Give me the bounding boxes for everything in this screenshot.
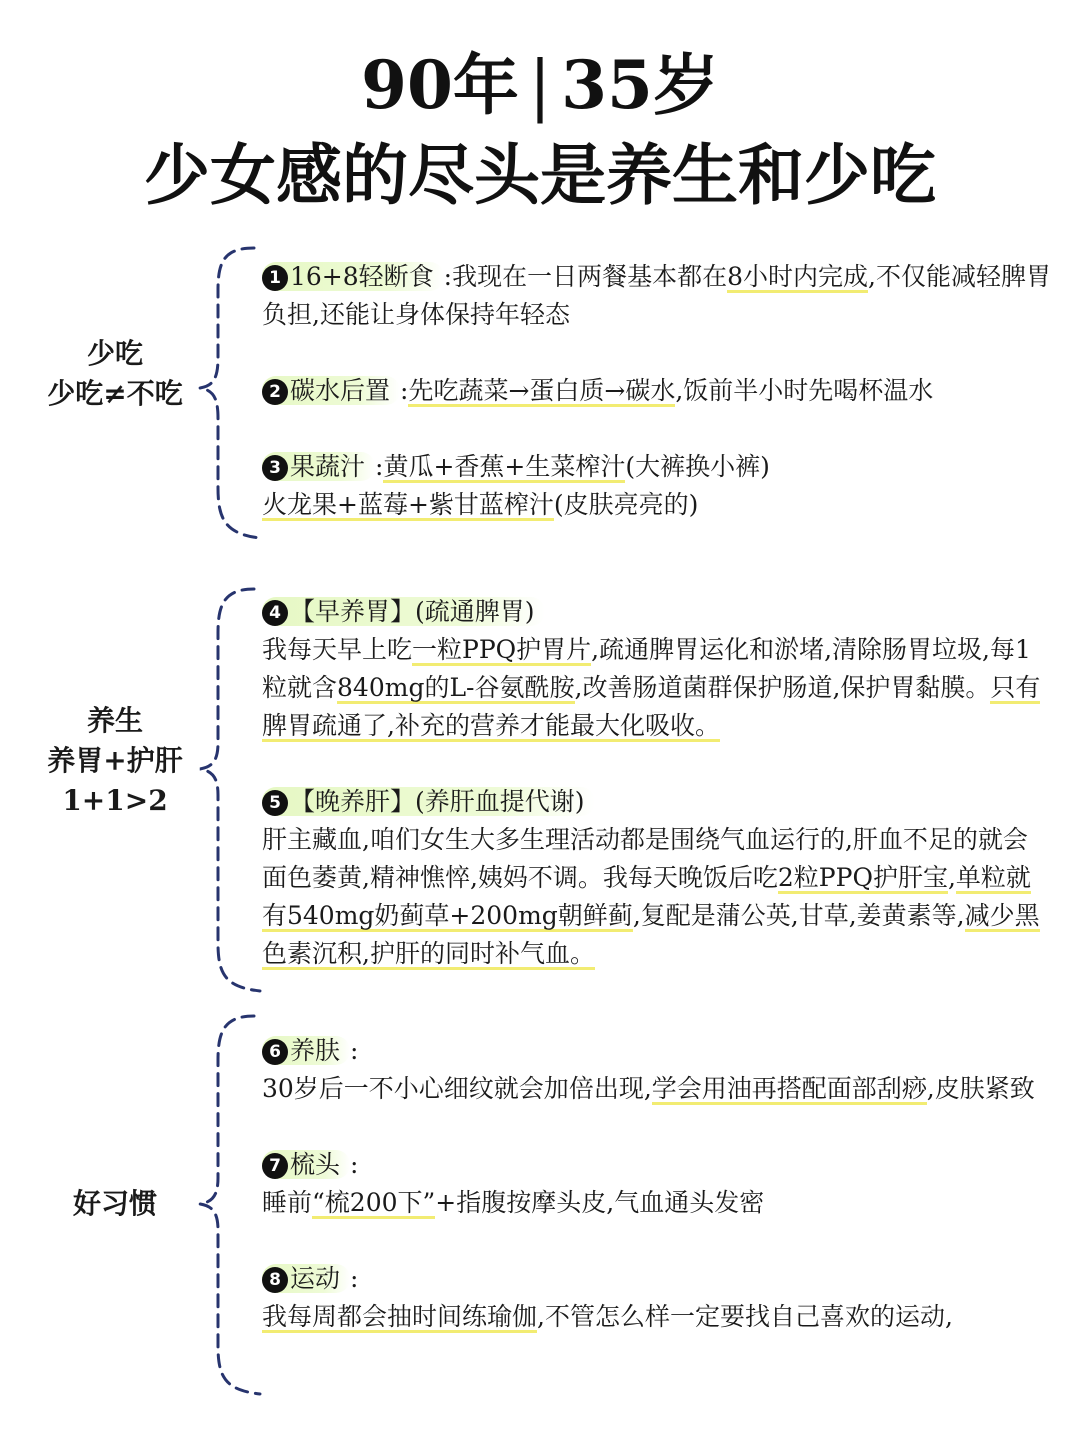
underlined-text: 我每周都会抽时间练瑜伽 — [262, 1302, 538, 1331]
item-text: :我现在一日两餐基本都在 — [443, 262, 728, 291]
item-text: ,改善肠道菌群保护肠道,保护胃黏膜。 — [574, 673, 991, 702]
number-badge-icon: 1 — [262, 265, 288, 291]
section-label-line: 养胃+护肝 — [47, 744, 183, 777]
list-item — [262, 1260, 1052, 1336]
item-heading — [262, 1150, 350, 1179]
item-text: 30岁后一不小心细纹就会加倍出现, — [262, 1074, 652, 1103]
title-line-2: 少女感的尽头是养生和少吃 — [144, 136, 936, 214]
item-heading — [262, 452, 375, 481]
item-text: ,不仅能减轻脾胃负担,还能让身体保持年轻态 — [262, 262, 1051, 329]
item-text: : — [350, 1150, 359, 1179]
list-item — [262, 448, 1052, 524]
item-heading-text: 碳水后置 — [290, 376, 391, 405]
section-label-line: 好习惯 — [72, 1187, 157, 1220]
item-text: : — [350, 1264, 359, 1293]
item-heading-text: 养肤 — [290, 1036, 341, 1065]
underlined-text: 先吃蔬菜→蛋白质→碳水 — [408, 376, 676, 405]
item-text: ,饭前半小时先喝杯温水 — [675, 376, 934, 405]
underlined-text: 8小时内完成 — [727, 262, 869, 291]
item-text: +指腹按摩头皮,气血通头发密 — [435, 1188, 765, 1217]
underlined-text: 只有脾胃疏通了,补充的营养才能最大化吸收。 — [262, 673, 1041, 740]
section-label-line: 少吃 — [86, 337, 143, 370]
underlined-text: 单粒就有540mg奶蓟草+200mg朝鲜蓟 — [262, 863, 1031, 930]
item-heading-text: 16+8轻断食 — [290, 262, 434, 291]
underlined-text: 一粒PPQ护胃片 — [412, 635, 592, 664]
item-text: ,疏通脾胃运化和淤堵,清除肠胃垃圾,每1粒就含 — [262, 635, 1031, 702]
item-text: ,不管怎么样一定要找自己喜欢的运动, — [537, 1302, 953, 1331]
underlined-text: 学会用油再搭配面部刮痧 — [651, 1074, 927, 1103]
section-content — [262, 593, 1052, 973]
number-badge-icon: 4 — [262, 600, 288, 626]
list-item — [262, 1146, 1052, 1222]
list-item — [262, 258, 1052, 334]
item-heading-text: 【晚养肝】(养肝血提代谢) — [290, 787, 585, 816]
item-heading — [262, 376, 400, 405]
item-heading — [262, 1264, 350, 1293]
underlined-text: 减少黑色素沉积,护肝的同时补气血。 — [262, 901, 1040, 968]
list-item — [262, 1032, 1052, 1108]
item-heading-text: 运动 — [290, 1264, 341, 1293]
section-label-line: 养生 — [86, 704, 143, 737]
section-label — [20, 334, 210, 414]
number-badge-icon: 7 — [262, 1153, 288, 1179]
section-content — [262, 1032, 1052, 1336]
number-badge-icon: 8 — [262, 1267, 288, 1293]
item-text: : — [400, 376, 409, 405]
underlined-text: 840mg的L-谷氨酰胺 — [337, 673, 575, 702]
number-badge-icon: 2 — [262, 379, 288, 405]
list-item — [262, 372, 1052, 410]
underlined-text: “梳200下” — [312, 1188, 436, 1217]
number-badge-icon: 5 — [262, 790, 288, 816]
list-item — [262, 783, 1052, 973]
underlined-text: 黄瓜+香蕉+生菜榨汁 — [383, 452, 626, 481]
item-text: ,皮肤紧致 — [926, 1074, 1035, 1103]
section-label-line: 1+1>2 — [62, 784, 168, 817]
item-text: 睡前 — [262, 1188, 313, 1217]
underlined-text: 火龙果+蓝莓+紫甘蓝榨汁 — [262, 490, 554, 519]
number-badge-icon: 3 — [262, 455, 288, 481]
item-heading-text: 果蔬汁 — [290, 452, 366, 481]
title-age: 35岁 — [561, 46, 719, 124]
item-text: 肝主藏血,咱们女生大多生理活动都是围绕气血运行的,肝血不足的就会面色萎黄,精神憔悴,姨妈不调。我每天晚饭后吃 — [262, 825, 1028, 892]
item-heading — [262, 1036, 350, 1065]
number-badge-icon: 6 — [262, 1039, 288, 1065]
section-label — [20, 1184, 210, 1224]
title-separator: | — [528, 47, 552, 124]
item-text: (大裤换小裤) — [625, 452, 770, 481]
item-text: , — [947, 863, 956, 892]
underlined-text: 2粒PPQ护肝宝 — [777, 863, 948, 892]
item-text: : — [375, 452, 384, 481]
item-text: 我每天早上吃 — [262, 635, 413, 664]
section-label-line: 少吃≠不吃 — [47, 377, 183, 410]
item-heading-text: 【早养胃】(疏通脾胃) — [290, 597, 535, 626]
item-heading — [262, 787, 595, 816]
item-heading-text: 梳头 — [290, 1150, 341, 1179]
title-year: 90年 — [361, 46, 519, 124]
item-heading — [262, 262, 444, 291]
item-text: : — [350, 1036, 359, 1065]
item-text: ,复配是蒲公英,甘草,姜黄素等, — [632, 901, 965, 930]
title-line-1 — [0, 40, 1080, 131]
item-text: (皮肤亮亮的) — [553, 490, 699, 519]
section-good-habits — [0, 1010, 1080, 1400]
section-label — [20, 701, 210, 821]
item-heading — [262, 597, 545, 626]
section-health — [0, 583, 1080, 1003]
section-content — [262, 258, 1052, 524]
section-eat-less — [0, 240, 1080, 550]
list-item — [262, 593, 1052, 745]
